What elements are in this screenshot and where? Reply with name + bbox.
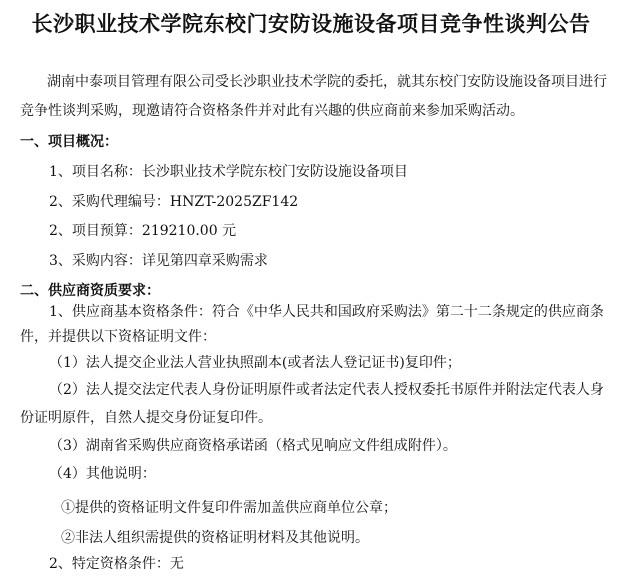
project-budget-item: 2、项目预算：219210.00 元 [49,223,237,239]
business-license-item: （1）法人提交企业法人营业执照副本(或者法人登记证书)复印件； [49,355,461,371]
note-item-1: ①提供的资格证明文件复印件需加盖供应商单位公章； [61,500,397,516]
procurement-content-item: 3、采购内容：详见第四章采购需求 [49,253,268,269]
note-item-2: ②非法人组织需提供的资格证明材料及其他说明。 [61,530,369,546]
legal-representative-line-2: 份证明原件，自然人提交身份证复印件。 [20,410,272,426]
project-name-item: 1、项目名称：长沙职业技术学院东校门安防设施设备项目 [49,164,408,180]
legal-representative-line-1: （2）法人提交法定代表人身份证明原件或者法定代表人授权委托书原件并附法定代表人身 [49,382,604,398]
section-heading-project-overview: 一、项目概况： [20,134,118,150]
intro-paragraph-line-2: 竞争性谈判采购，现邀请符合资格条件并对此有兴趣的供应商前来参加采购活动。 [20,103,524,119]
section-heading-supplier-qualifications: 二、供应商资质要求： [20,283,160,299]
basic-qualification-line-2: 件，并提供以下资格证明文件： [20,329,216,345]
document-title: 长沙职业技术学院东校门安防设施设备项目竞争性谈判公告 [31,12,591,36]
intro-paragraph-line-1: 湖南中泰项目管理有限公司受长沙职业技术学院的委托，就其东校门安防设施设备项目进行 [47,74,607,90]
commitment-letter-item: （3）湖南省采购供应商资格承诺函（格式见响应文件组成附件）。 [49,438,457,454]
other-notes-item: （4）其他说明： [49,466,156,482]
agency-number-item: 2、采购代理编号：HNZT-2025ZF142 [49,194,299,210]
specific-qualification-item: 2、特定资格条件：无 [49,556,184,572]
basic-qualification-line-1: 1、供应商基本资格条件：符合《中华人民共和国政府采购法》第二十二条规定的供应商条 [49,304,604,320]
